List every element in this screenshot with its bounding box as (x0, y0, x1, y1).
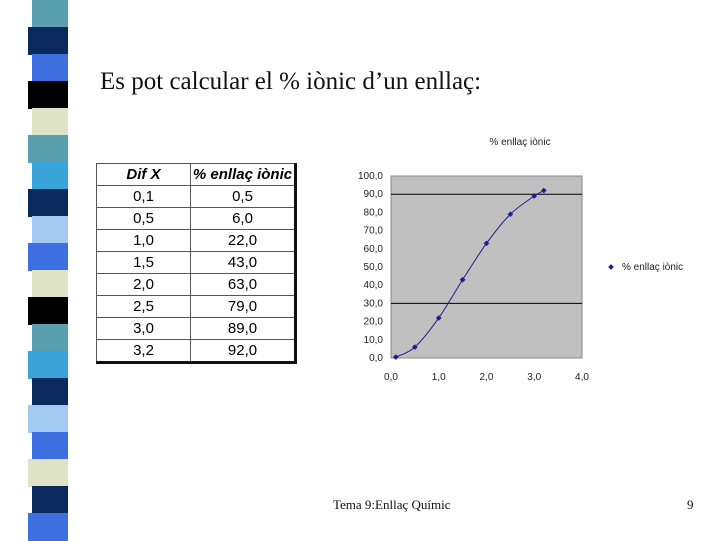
table-row (97, 318, 296, 340)
table-cell: 43,0 (191, 252, 296, 274)
table-cell: 89,0 (191, 318, 296, 340)
y-tick-label: 90,0 (363, 189, 383, 201)
page-number: 9 (687, 497, 694, 512)
table-cell: 1,5 (97, 252, 191, 274)
table-cell: 22,0 (191, 230, 296, 252)
y-tick-label: 80,0 (363, 207, 383, 219)
stripe-segment (28, 81, 68, 109)
plot-area (391, 176, 582, 358)
stripe-segment (32, 54, 68, 82)
table-cell: 0,1 (97, 186, 191, 208)
x-tick-label: 3,0 (527, 372, 542, 383)
stripe-segment (32, 486, 68, 514)
legend-label: % enllaç iònic (622, 262, 684, 273)
legend (608, 262, 683, 273)
stripe-segment (28, 189, 68, 217)
y-axis-ticks (358, 171, 383, 364)
stripe-segment (28, 513, 68, 541)
stripe-segment (28, 459, 68, 487)
y-tick-label: 40,0 (363, 280, 383, 292)
table-row (97, 186, 296, 208)
stripe-segment (28, 27, 68, 55)
y-tick-label: 10,0 (363, 334, 383, 346)
slide-title: Es pot calcular el % iònic d’un enllaç: (100, 68, 482, 95)
y-tick-label: 100,0 (357, 171, 383, 182)
x-tick-label: 2,0 (479, 372, 494, 383)
y-tick-label: 20,0 (363, 316, 383, 328)
y-tick-label: 0,0 (369, 353, 383, 364)
stripe-segment (32, 216, 68, 244)
y-tick-label: 70,0 (363, 225, 383, 237)
stripe-segment (32, 270, 68, 298)
table-row (97, 252, 296, 274)
table-row (97, 296, 296, 318)
stripe-segment (32, 378, 68, 406)
table-row (97, 230, 296, 252)
stripe-segment (32, 0, 68, 28)
decorative-stripe (0, 0, 68, 540)
footer-text: Tema 9:Enllaç Químic (333, 497, 451, 512)
stripe-segment (28, 135, 68, 163)
table-cell: 3,0 (97, 318, 191, 340)
stripe-segment (28, 297, 68, 325)
table-cell: 3,2 (97, 340, 191, 363)
chart-title: % enllaç iònic (489, 137, 551, 148)
x-tick-label: 0,0 (384, 372, 398, 383)
table-cell: 1,0 (97, 230, 191, 252)
table-cell: 0,5 (191, 186, 296, 208)
table-cell: 6,0 (191, 208, 296, 230)
x-tick-label: 1,0 (431, 372, 446, 383)
data-table (96, 163, 297, 364)
stripe-segment (28, 243, 68, 271)
stripe-segment (32, 108, 68, 136)
y-tick-label: 60,0 (363, 243, 383, 255)
y-tick-label: 50,0 (363, 262, 383, 273)
table-header-ionic-percent: % enllaç iònic (191, 164, 296, 186)
x-axis-ticks (384, 372, 589, 383)
table-cell: 2,5 (97, 296, 191, 318)
y-tick-label: 30,0 (363, 298, 383, 310)
stripe-segment (28, 351, 68, 379)
table-cell: 92,0 (191, 340, 296, 363)
ionic-percent-chart (330, 128, 700, 390)
legend-marker (608, 264, 614, 270)
table-cell: 63,0 (191, 274, 296, 296)
stripe-segment (28, 405, 68, 433)
x-tick-label: 4,0 (575, 372, 589, 383)
table-header-row (97, 164, 296, 186)
table-row (97, 274, 296, 296)
table-cell: 2,0 (97, 274, 191, 296)
stripe-segment (32, 324, 68, 352)
stripe-segment (32, 162, 68, 190)
stripe-segment (32, 432, 68, 460)
table-cell: 0,5 (97, 208, 191, 230)
table-cell: 79,0 (191, 296, 296, 318)
table-row (97, 208, 296, 230)
table-header-dif-x: Dif X (97, 164, 191, 186)
table-row (97, 340, 296, 363)
